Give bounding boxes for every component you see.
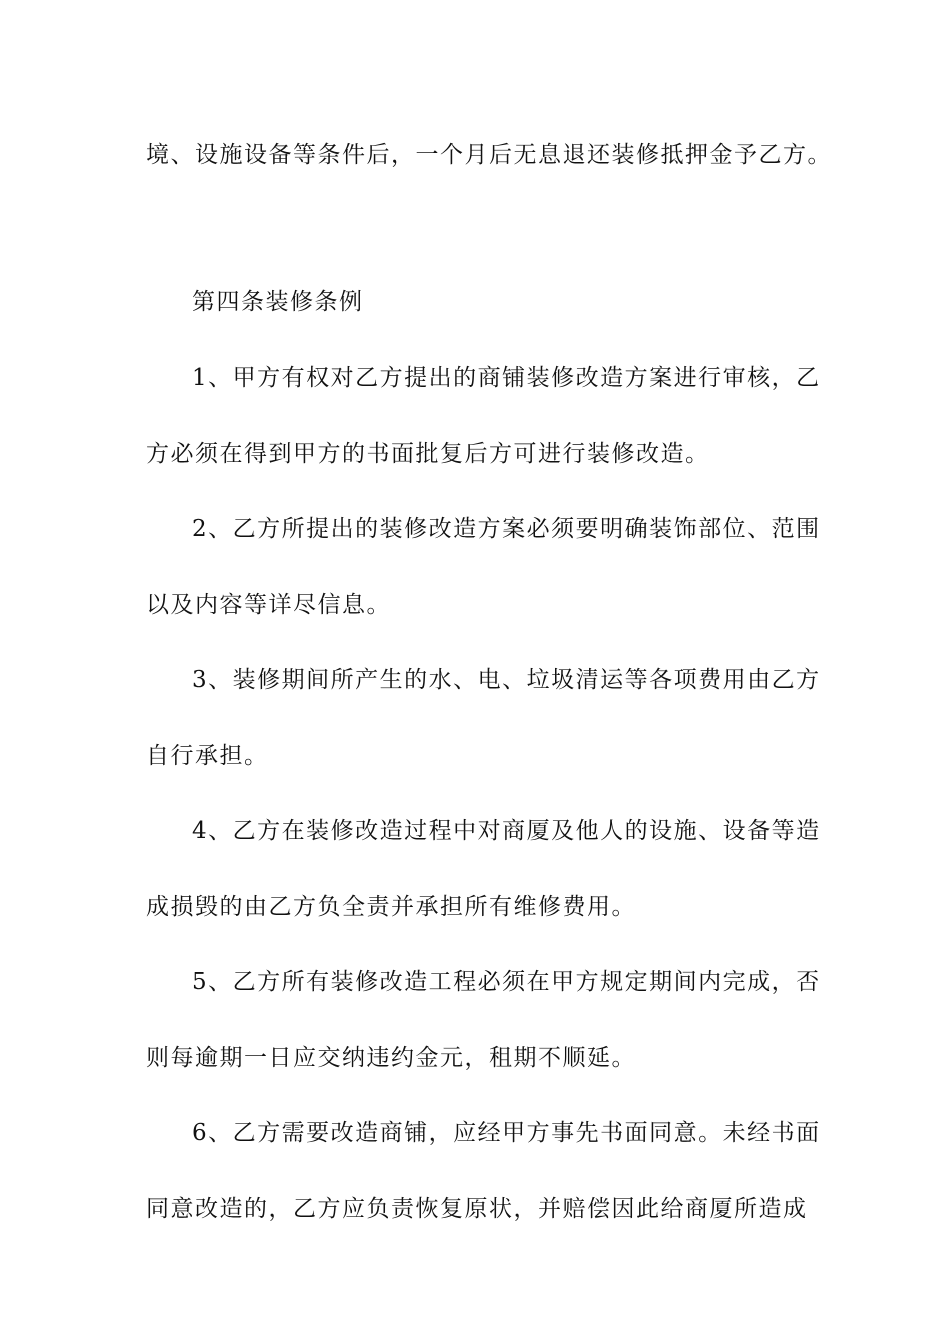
clause-1-line-1: 1、甲方有权对乙方提出的商铺装修改造方案进行审核，乙 [192,365,821,391]
clause-4-line-1: 4、乙方在装修改造过程中对商厦及他人的设施、设备等造 [192,818,821,844]
clause-6-line-1: 6、乙方需要改造商铺，应经甲方事先书面同意。未经书面 [192,1120,821,1146]
paragraph-line-continuation: 境、设施设备等条件后，一个月后无息退还装修抵押金予乙方。 [146,142,832,168]
section-heading: 第四条装修条例 [192,289,364,315]
clause-1-line-2: 方必须在得到甲方的书面批复后方可进行装修改造。 [146,441,710,467]
clause-2-line-1: 2、乙方所提出的装修改造方案必须要明确装饰部位、范围 [192,516,821,542]
clause-3-line-2: 自行承担。 [146,743,269,769]
clause-4-line-2: 成损毁的由乙方负全责并承担所有维修费用。 [146,894,636,920]
clause-5-line-2: 则每逾期一日应交纳违约金元，租期不顺延。 [146,1045,636,1071]
clause-6-line-2: 同意改造的，乙方应负责恢复原状，并赔偿因此给商厦所造成 [146,1196,808,1222]
clause-5-line-1: 5、乙方所有装修改造工程必须在甲方规定期间内完成，否 [192,969,821,995]
clause-2-line-2: 以及内容等详尽信息。 [146,592,391,618]
clause-3-line-1: 3、装修期间所产生的水、电、垃圾清运等各项费用由乙方 [192,667,821,693]
